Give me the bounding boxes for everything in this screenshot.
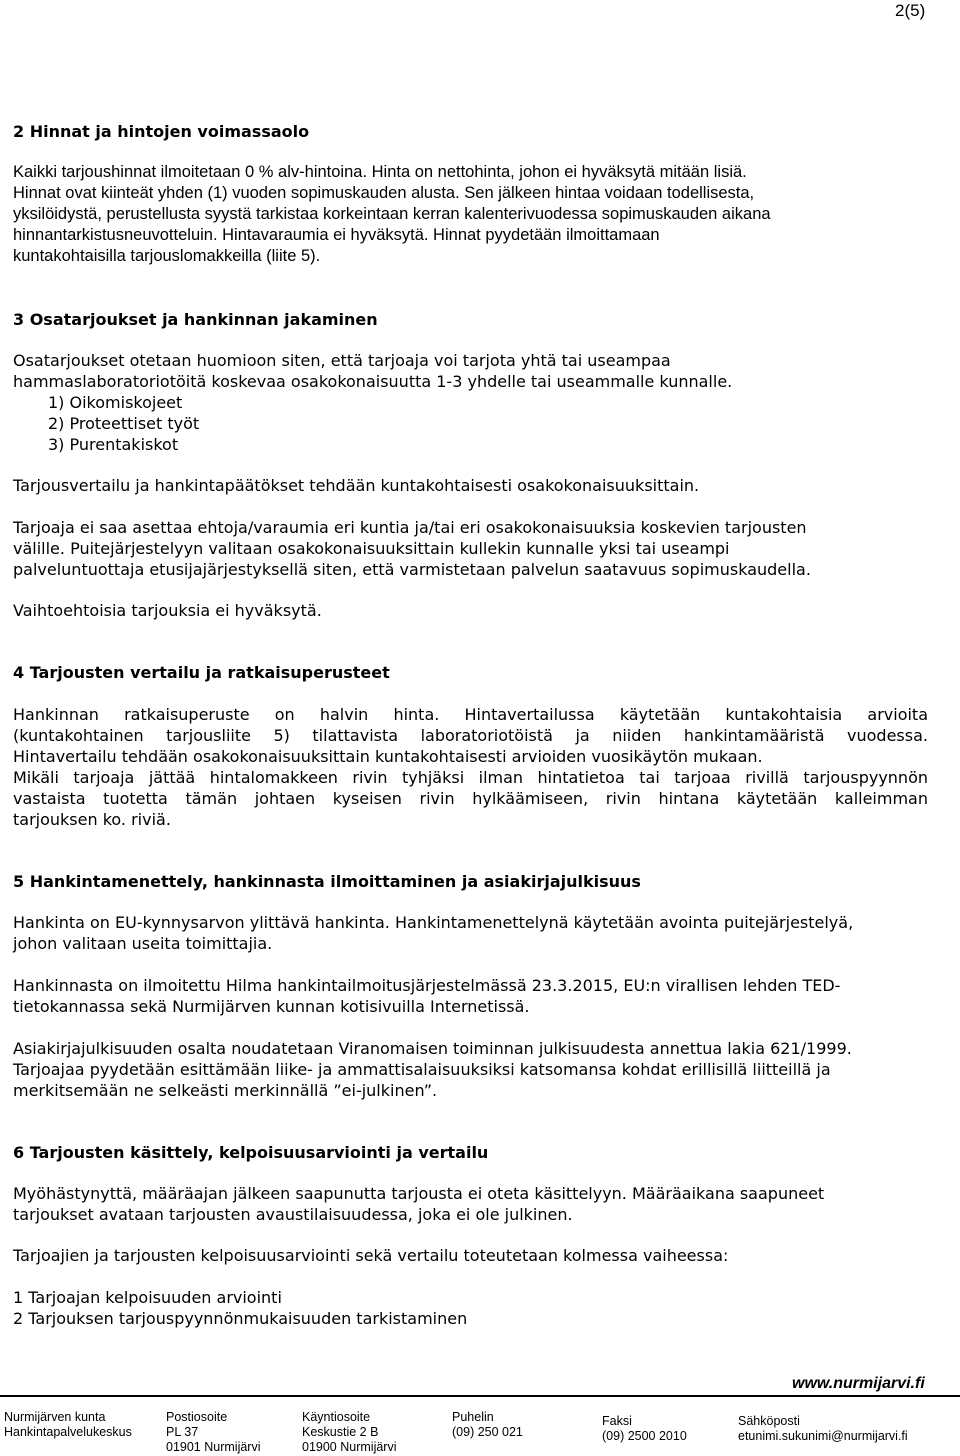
footer-url[interactable]: www.nurmijarvi.fi — [792, 1375, 925, 1392]
section-5-line: tietokannassa sekä Nurmijärven kunnan kotisivuilla Internetissä. — [13, 997, 530, 1016]
section-5-line: Asiakirjajulkisuuden osalta noudatetaan Viranomaisen toiminnan julkisuudesta annettua lakia 621/1999. — [13, 1039, 852, 1058]
footer-fax: Faksi (09) 2500 2010 — [602, 1414, 687, 1443]
section-4-line: vastaista tuotetta tämän johtaen kyseisen rivin hylkäämiseen, rivin hintana käytetään kalleimman — [13, 789, 928, 808]
footer-organization: Nurmijärven kunta Hankintapalvelukeskus — [4, 1410, 132, 1439]
section-3-line: hammaslaboratoriotöitä koskevaa osakokonaisuutta 1-3 yhdelle tai useammalle kunnalle. — [13, 372, 733, 391]
section-2-line: yksilöidystä, perustellusta syystä tarkistaa korkeintaan kerran kalenterivuodessa sopimuskauden aikana — [13, 205, 771, 223]
footer-rule — [0, 1395, 960, 1397]
list-item: 3) Purentakiskot — [48, 435, 179, 454]
section-3-paragraph: Tarjousvertailu ja hankintapäätökset tehdään kuntakohtaisesti osakokonaisuuksittain. — [13, 476, 700, 495]
section-5-line: merkitsemään ne selkeästi merkinnällä ”ei-julkinen”. — [13, 1081, 438, 1100]
list-item: 1) Oikomiskojeet — [48, 393, 183, 412]
section-5-line: Hankinta on EU-kynnysarvon ylittävä hankinta. Hankintamenettelynä käytetään avointa puitejärjestelyä, — [13, 913, 854, 932]
page-number: 2(5) — [895, 1, 926, 20]
footer-phone: Puhelin (09) 250 021 — [452, 1410, 523, 1439]
footer-postal-address: Postiosoite PL 37 01901 Nurmijärvi — [166, 1410, 261, 1454]
section-6-line: tarjoukset avataan tarjousten avaustilaisuudessa, joka ei ole julkinen. — [13, 1205, 573, 1224]
section-3-paragraph: Vaihtoehtoisia tarjouksia ei hyväksytä. — [13, 601, 322, 620]
section-2-line: Hinnat ovat kiinteät yhden (1) vuoden sopimuskauden alusta. Sen jälkeen hintaa voidaan todellisesta, — [13, 184, 755, 202]
section-2-heading: 2 Hinnat ja hintojen voimassaolo — [13, 122, 310, 141]
footer-email: Sähköposti etunimi.sukunimi@nurmijarvi.fi — [738, 1414, 908, 1443]
section-3-line: palveluntuottaja etusijajärjestyksellä siten, että varmistetaan palvelun saatavuus sopimuskaudella. — [13, 560, 811, 579]
list-item: 2) Proteettiset työt — [48, 414, 200, 433]
section-3-heading: 3 Osatarjoukset ja hankinnan jakaminen — [13, 310, 378, 329]
section-3-line: välille. Puitejärjestelyyn valitaan osakokonaisuuksittain kullekin kunnalle yksi tai useampi — [13, 539, 730, 558]
section-2-line: Kaikki tarjoushinnat ilmoitetaan 0 % alv-hintoina. Hinta on nettohinta, johon ei hyväksytä mitään lisiä. — [13, 163, 747, 181]
section-4-line: Hintavertailu tehdään osakokonaisuuksittain kuntakohtaisesti arvioiden vuosikäytön mukaan. — [13, 747, 763, 766]
section-5-line: Tarjoajaa pyydetään esittämään liike- ja ammattisalaisuuksiksi katsomansa kohdat erillisillä liitteillä ja — [13, 1060, 831, 1079]
section-6-heading: 6 Tarjousten käsittely, kelpoisuusarviointi ja vertailu — [13, 1143, 489, 1162]
section-3-line: Tarjoaja ei saa asettaa ehtoja/varaumia eri kuntia ja/tai eri osakokonaisuuksia koskevien tarjousten — [13, 518, 807, 537]
section-4-line: (kuntakohtainen tarjousliite 5) tilattavista laboratoriotöistä ja niiden hankintamääristä vuodessa. — [13, 726, 928, 745]
section-2-line: hinnantarkistusneuvotteluin. Hintavaraumia ei hyväksytä. Hinnat pyydetään ilmoittamaan — [13, 226, 660, 244]
section-6-line: Myöhästynyttä, määräajan jälkeen saapunutta tarjousta ei oteta käsittelyyn. Määräaikana saapuneet — [13, 1184, 825, 1203]
section-6-paragraph: Tarjoajien ja tarjousten kelpoisuusarviointi sekä vertailu toteutetaan kolmessa vaiheessa: — [13, 1246, 729, 1265]
section-5-line: johon valitaan useita toimittajia. — [13, 934, 273, 953]
section-5-line: Hankinnasta on ilmoitettu Hilma hankintailmoitusjärjestelmässä 23.3.2015, EU:n virallisen lehden TED- — [13, 976, 841, 995]
section-4-line: tarjouksen ko. riviä. — [13, 810, 171, 829]
section-4-line: Mikäli tarjoaja jättää hintalomakkeen rivin tyhjäksi ilman hintatietoa tai tarjoaa rivillä tarjouspyynnön — [13, 768, 928, 787]
section-2-line: kuntakohtaisilla tarjouslomakkeilla (liite 5). — [13, 247, 321, 265]
footer-visiting-address: Käyntiosoite Keskustie 2 B 01900 Nurmijärvi — [302, 1410, 397, 1454]
step-item: 2 Tarjouksen tarjouspyynnönmukaisuuden tarkistaminen — [13, 1309, 468, 1328]
section-4-line: Hankinnan ratkaisuperuste on halvin hinta. Hintavertailussa käytetään kuntakohtaisia arvioita — [13, 705, 928, 724]
section-5-heading: 5 Hankintamenettely, hankinnasta ilmoittaminen ja asiakirjajulkisuus — [13, 872, 641, 891]
step-item: 1 Tarjoajan kelpoisuuden arviointi — [13, 1288, 282, 1307]
section-4-heading: 4 Tarjousten vertailu ja ratkaisuperusteet — [13, 663, 390, 682]
section-3-line: Osatarjoukset otetaan huomioon siten, että tarjoaja voi tarjota yhtä tai useampaa — [13, 351, 671, 370]
